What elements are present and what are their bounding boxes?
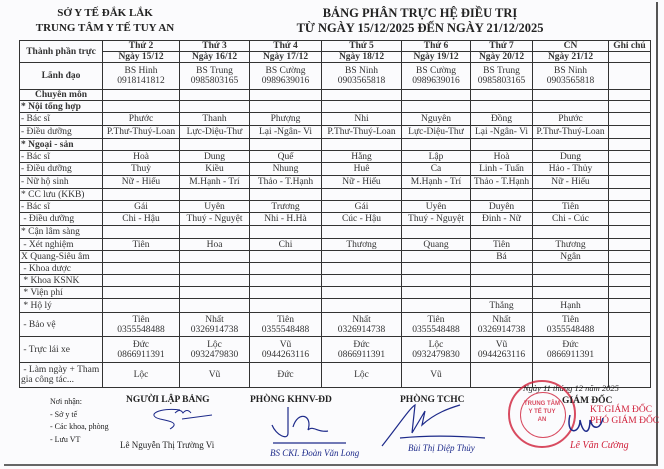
- date-header: Ngày 15/12: [103, 52, 180, 63]
- duty-cell: [533, 90, 609, 101]
- duty-cell: [250, 101, 322, 113]
- note-cell: [609, 126, 651, 139]
- duty-cell: Lại -Ngân- Vi: [250, 126, 322, 139]
- duty-cell: Quế: [250, 151, 322, 163]
- duty-cell: Thảo - T.Hạnh: [250, 176, 322, 189]
- row-label: * Hộ lý: [20, 299, 103, 313]
- table-row: [20, 139, 651, 151]
- day-header: Thứ 4: [250, 41, 322, 52]
- director-name: Lê Văn Cường: [570, 440, 629, 451]
- preparer-name: Lê Nguyễn Thị Trường Vi: [120, 440, 215, 450]
- duty-cell: [103, 139, 180, 151]
- deputy-line-1: KT.GIÁM ĐỐC: [590, 405, 653, 415]
- table-row: [20, 213, 651, 226]
- recipients: [50, 396, 109, 446]
- duty-cell: [250, 139, 322, 151]
- duty-cell: [322, 226, 402, 239]
- duty-cell: [402, 226, 471, 239]
- note-cell: [609, 275, 651, 287]
- duty-cell: [103, 101, 180, 113]
- duty-cell: Hoa: [180, 239, 250, 251]
- duty-cell: [322, 101, 402, 113]
- note-cell: [609, 287, 651, 299]
- duty-cell: [322, 189, 402, 201]
- duty-cell: [533, 139, 609, 151]
- note-cell: [609, 201, 651, 213]
- duty-cell: [322, 263, 402, 275]
- duty-cell: Gái: [322, 201, 402, 213]
- table-row: [20, 201, 651, 213]
- duty-cell: Tiên: [471, 239, 533, 251]
- duty-cell: P.Thư-Thuý-Loan: [533, 126, 609, 139]
- duty-cell: Lộc 0932479830: [180, 337, 250, 363]
- org-line-1: SỞ Y TẾ ĐẮK LẮK: [57, 7, 153, 19]
- duty-cell: Trương: [250, 201, 322, 213]
- duty-cell: Thuý - Nguyệt: [180, 213, 250, 226]
- duty-cell: Quang: [402, 239, 471, 251]
- duty-cell: [180, 251, 250, 263]
- duty-cell: [103, 90, 180, 101]
- duty-cell: [322, 299, 402, 313]
- note-cell: [609, 139, 651, 151]
- duty-cell: Nữ - Hiếu: [322, 176, 402, 189]
- row-label: * CC lưu (KKB): [20, 189, 103, 201]
- duty-cell: [471, 226, 533, 239]
- duty-cell: P.Thư-Thuý-Loan: [322, 126, 402, 139]
- duty-cell: [322, 90, 402, 101]
- khnv-signature: [268, 405, 348, 445]
- duty-cell: Bá: [471, 251, 533, 263]
- table-row: [20, 126, 651, 139]
- note-cell: [609, 176, 651, 189]
- duty-cell: Nhất 0326914738: [322, 313, 402, 337]
- note-cell: [609, 226, 651, 239]
- row-label: * Cận lâm sàng: [20, 226, 103, 239]
- duty-cell: [322, 275, 402, 287]
- duty-cell: [103, 189, 180, 201]
- duty-cell: Nữ - Hiếu: [533, 176, 609, 189]
- tchc-name: Bùi Thị Diệp Thủy: [408, 443, 475, 453]
- duty-cell: [402, 189, 471, 201]
- duty-cell: Gái: [103, 201, 180, 213]
- row-label: Chuyên môn: [20, 90, 103, 101]
- tchc-signature: [380, 403, 490, 448]
- duty-cell: Lại -Ngân- Vi: [471, 126, 533, 139]
- note-cell: [609, 151, 651, 163]
- duty-cell: [471, 90, 533, 101]
- row-label: - Làm ngày + Tham gia công tác...: [20, 363, 103, 388]
- duty-cell: [180, 299, 250, 313]
- corner-header: Thành phần trực: [20, 41, 103, 63]
- duty-cell: Hoà: [471, 151, 533, 163]
- duty-cell: [533, 189, 609, 201]
- duty-cell: [250, 299, 322, 313]
- date-header: Ngày 19/12: [402, 52, 471, 63]
- duty-cell: BS Cường 0989639016: [250, 63, 322, 90]
- duty-cell: M.Hạnh - Trí: [402, 176, 471, 189]
- duty-cell: Thương: [533, 239, 609, 251]
- duty-cell: Tiên: [533, 201, 609, 213]
- duty-cell: Phước: [103, 113, 180, 126]
- row-label: - Bác sĩ: [20, 151, 103, 163]
- duty-cell: Tiên 0355548488: [402, 313, 471, 337]
- row-label: - Điều dưỡng: [20, 126, 103, 139]
- duty-cell: BS Ninh 0903565818: [533, 63, 609, 90]
- duty-cell: Phượng: [250, 113, 322, 126]
- organization-header: [30, 6, 180, 36]
- note-cell: [609, 313, 651, 337]
- duty-cell: [103, 251, 180, 263]
- recipients-title: Nơi nhận:: [50, 397, 83, 406]
- table-row: [20, 189, 651, 201]
- duty-cell: Vũ: [402, 363, 471, 388]
- duty-cell: [250, 90, 322, 101]
- table-row: [20, 151, 651, 163]
- duty-cell: [103, 275, 180, 287]
- duty-cell: [533, 275, 609, 287]
- table-row: [20, 163, 651, 176]
- duty-cell: Lộc: [322, 363, 402, 388]
- row-label: - Bảo vệ: [20, 313, 103, 337]
- duty-cell: Thương: [322, 239, 402, 251]
- duty-cell: [471, 139, 533, 151]
- preparer-signature: [140, 405, 215, 435]
- table-row: [20, 101, 651, 113]
- day-header: Thứ 5: [322, 41, 402, 52]
- duty-cell: Lập: [402, 151, 471, 163]
- duty-cell: Duyên: [471, 201, 533, 213]
- duty-cell: BS Cường 0989639016: [402, 63, 471, 90]
- duty-cell: [402, 90, 471, 101]
- table-row: [20, 287, 651, 299]
- note-cell: [609, 113, 651, 126]
- duty-cell: [322, 251, 402, 263]
- day-header: Thứ 3: [180, 41, 250, 52]
- header-row-days: [20, 41, 651, 52]
- note-cell: [609, 52, 651, 63]
- duty-cell: Cúc - Hậu: [322, 213, 402, 226]
- duty-cell: [250, 189, 322, 201]
- day-header: CN: [533, 41, 609, 52]
- duty-cell: Lực-Diệu-Thư: [180, 126, 250, 139]
- org-line-2: TRUNG TÂM Y TẾ TUY AN: [35, 22, 175, 34]
- note-cell: [609, 213, 651, 226]
- director-signature: [565, 410, 605, 440]
- header-row-dates: [20, 52, 651, 63]
- duty-cell: Thảo - T.Hạnh: [471, 176, 533, 189]
- preparer-title: NGƯỜI LẬP BẢNG: [126, 395, 210, 405]
- duty-cell: Kiều: [180, 163, 250, 176]
- duty-cell: [250, 275, 322, 287]
- duty-cell: [471, 263, 533, 275]
- duty-cell: [180, 226, 250, 239]
- title-line-1: BẢNG PHÂN TRỰC HỆ ĐIỀU TRỊ: [322, 6, 518, 20]
- row-label: - Trực lái xe: [20, 337, 103, 363]
- duty-cell: [471, 101, 533, 113]
- duty-cell: [180, 275, 250, 287]
- table-row: [20, 226, 651, 239]
- duty-cell: BS Trung 0985803165: [180, 63, 250, 90]
- note-cell: [609, 163, 651, 176]
- note-cell: [609, 63, 651, 90]
- duty-cell: [250, 226, 322, 239]
- duty-cell: [103, 287, 180, 299]
- deputy-line-2: PHÓ GIÁM ĐỐC: [590, 416, 660, 426]
- duty-cell: Đồng: [471, 113, 533, 126]
- duty-cell: [471, 275, 533, 287]
- duty-cell: Hảo - Thủy: [533, 163, 609, 176]
- duty-cell: Chi: [250, 239, 322, 251]
- duty-cell: Nguyên: [402, 113, 471, 126]
- row-label: - Điều dưỡng: [20, 213, 103, 226]
- note-cell: [609, 299, 651, 313]
- table-row: [20, 337, 651, 363]
- duty-cell: [103, 299, 180, 313]
- table-row: [20, 263, 651, 275]
- row-label: * Viện phí: [20, 287, 103, 299]
- note-header: Ghi chú: [609, 41, 651, 52]
- duty-cell: Nhi: [322, 113, 402, 126]
- note-cell: [609, 251, 651, 263]
- table-row: [20, 299, 651, 313]
- duty-cell: Huê: [322, 163, 402, 176]
- duty-cell: Tiên: [103, 239, 180, 251]
- date-header: Ngày 21/12: [533, 52, 609, 63]
- table-row: [20, 176, 651, 189]
- duty-cell: [180, 139, 250, 151]
- duty-cell: Tiên 0355548488: [103, 313, 180, 337]
- row-label: - Bác sĩ: [20, 201, 103, 213]
- signing-date: Ngày 11 tháng 12 năm 2025: [523, 383, 619, 393]
- duty-cell: [533, 101, 609, 113]
- duty-cell: Đức 0866911391: [533, 337, 609, 363]
- table-row: [20, 313, 651, 337]
- duty-cell: [250, 263, 322, 275]
- duty-cell: [402, 263, 471, 275]
- row-label: - Điều dưỡng: [20, 163, 103, 176]
- table-row: [20, 113, 651, 126]
- note-cell: [609, 239, 651, 251]
- khnv-name: BS CKI. Đoàn Văn Long: [270, 448, 360, 458]
- date-header: Ngày 18/12: [322, 52, 402, 63]
- row-label: * Ngoại - sản: [20, 139, 103, 151]
- duty-cell: Thanh: [180, 113, 250, 126]
- note-cell: [609, 337, 651, 363]
- duty-cell: Nhất 0326914738: [471, 313, 533, 337]
- duty-cell: [533, 226, 609, 239]
- duty-cell: Chi - Cúc: [533, 213, 609, 226]
- note-cell: [609, 263, 651, 275]
- duty-cell: BS Hinh 0918141812: [103, 63, 180, 90]
- duty-cell: BS Ninh 0903565818: [322, 63, 402, 90]
- date-header: Ngày 16/12: [180, 52, 250, 63]
- duty-cell: [471, 189, 533, 201]
- duty-cell: [322, 139, 402, 151]
- table-row: [20, 63, 651, 90]
- duty-cell: Nữ - Hiếu: [103, 176, 180, 189]
- row-label: - Khoa dược: [20, 263, 103, 275]
- table-row: [20, 275, 651, 287]
- duty-cell: Chi - Hậu: [103, 213, 180, 226]
- duty-cell: Uyên: [180, 201, 250, 213]
- director-title: GIÁM ĐỐC: [562, 396, 613, 406]
- table-row: [20, 251, 651, 263]
- duty-cell: [402, 275, 471, 287]
- duty-cell: Tiên 0355548488: [533, 313, 609, 337]
- duty-cell: [533, 263, 609, 275]
- duty-cell: Uyên: [402, 201, 471, 213]
- document-title: [270, 6, 570, 36]
- duty-cell: Tiên 0355548488: [250, 313, 322, 337]
- duty-cell: [471, 287, 533, 299]
- duty-cell: [402, 287, 471, 299]
- duty-cell: [103, 226, 180, 239]
- stamp-text: TRUNG TÂM Y TẾ TUY AN: [524, 401, 560, 423]
- day-header: Thứ 7: [471, 41, 533, 52]
- duty-cell: Hằng: [322, 151, 402, 163]
- recipient-item: - Lưu VT: [50, 434, 81, 444]
- duty-cell: Vũ 0944263116: [250, 337, 322, 363]
- duty-cell: Lộc: [103, 363, 180, 388]
- duty-cell: Lực-Diệu-Thư: [402, 126, 471, 139]
- duty-cell: P.Thư-Thuý-Loan: [103, 126, 180, 139]
- duty-cell: Thuỳ: [103, 163, 180, 176]
- duty-cell: Vũ: [180, 363, 250, 388]
- duty-cell: Nhi - H.Hà: [250, 213, 322, 226]
- duty-cell: Dung: [180, 151, 250, 163]
- date-header: Ngày 20/12: [471, 52, 533, 63]
- row-label: - Nữ hộ sinh: [20, 176, 103, 189]
- duty-cell: Vũ 0944263116: [471, 337, 533, 363]
- title-line-2: TỪ NGÀY 15/12/2025 ĐẾN NGÀY 21/12/2025: [296, 21, 544, 35]
- duty-cell: [103, 263, 180, 275]
- duty-cell: Nhung: [250, 163, 322, 176]
- duty-cell: Linh - Tuấn: [471, 163, 533, 176]
- khnv-title: PHÒNG KHNV-ĐD: [250, 395, 332, 405]
- day-header: Thứ 6: [402, 41, 471, 52]
- duty-cell: Thuý - Nguyệt: [402, 213, 471, 226]
- duty-cell: Thắng: [471, 299, 533, 313]
- duty-cell: Đức 0866911391: [322, 337, 402, 363]
- duty-cell: [180, 101, 250, 113]
- note-cell: [609, 90, 651, 101]
- duty-cell: M.Hạnh - Trí: [180, 176, 250, 189]
- duty-cell: [180, 90, 250, 101]
- duty-cell: Dung: [533, 151, 609, 163]
- note-cell: [609, 189, 651, 201]
- duty-cell: Đức: [250, 363, 322, 388]
- date-header: Ngày 17/12: [250, 52, 322, 63]
- duty-cell: Ngân: [533, 251, 609, 263]
- duty-cell: Lộc 0932479830: [402, 337, 471, 363]
- duty-cell: Ca: [402, 163, 471, 176]
- duty-cell: Nhất 0326914738: [180, 313, 250, 337]
- table-row: [20, 90, 651, 101]
- duty-cell: [180, 263, 250, 275]
- duty-cell: [250, 287, 322, 299]
- duty-cell: [250, 251, 322, 263]
- day-header: Thứ 2: [103, 41, 180, 52]
- duty-cell: [402, 101, 471, 113]
- duty-cell: Hạnh: [533, 299, 609, 313]
- duty-cell: Phước: [533, 113, 609, 126]
- note-cell: [609, 101, 651, 113]
- row-label: - Bác sĩ: [20, 113, 103, 126]
- recipient-item: - Sở y tế: [50, 409, 78, 419]
- duty-cell: [322, 287, 402, 299]
- row-label: * Nội tổng hợp: [20, 101, 103, 113]
- duty-cell: [402, 299, 471, 313]
- row-label: - Xét nghiệm: [20, 239, 103, 251]
- duty-cell: [533, 287, 609, 299]
- duty-cell: Đức 0866911391: [103, 337, 180, 363]
- duty-cell: [402, 251, 471, 263]
- duty-cell: Đinh - Nữ: [471, 213, 533, 226]
- table-row: [20, 239, 651, 251]
- row-label: * Khoa KSNK: [20, 275, 103, 287]
- duty-cell: [180, 287, 250, 299]
- recipient-item: - Các khoa, phòng: [50, 422, 109, 431]
- tchc-title: PHÒNG TCHC: [400, 395, 465, 405]
- row-label: X Quang-Siêu âm: [20, 251, 103, 263]
- duty-schedule-table: [19, 40, 651, 388]
- duty-cell: [180, 189, 250, 201]
- duty-cell: [402, 139, 471, 151]
- duty-cell: Hoà: [103, 151, 180, 163]
- row-label: Lãnh đạo: [20, 63, 103, 90]
- duty-cell: BS Trung 0985803165: [471, 63, 533, 90]
